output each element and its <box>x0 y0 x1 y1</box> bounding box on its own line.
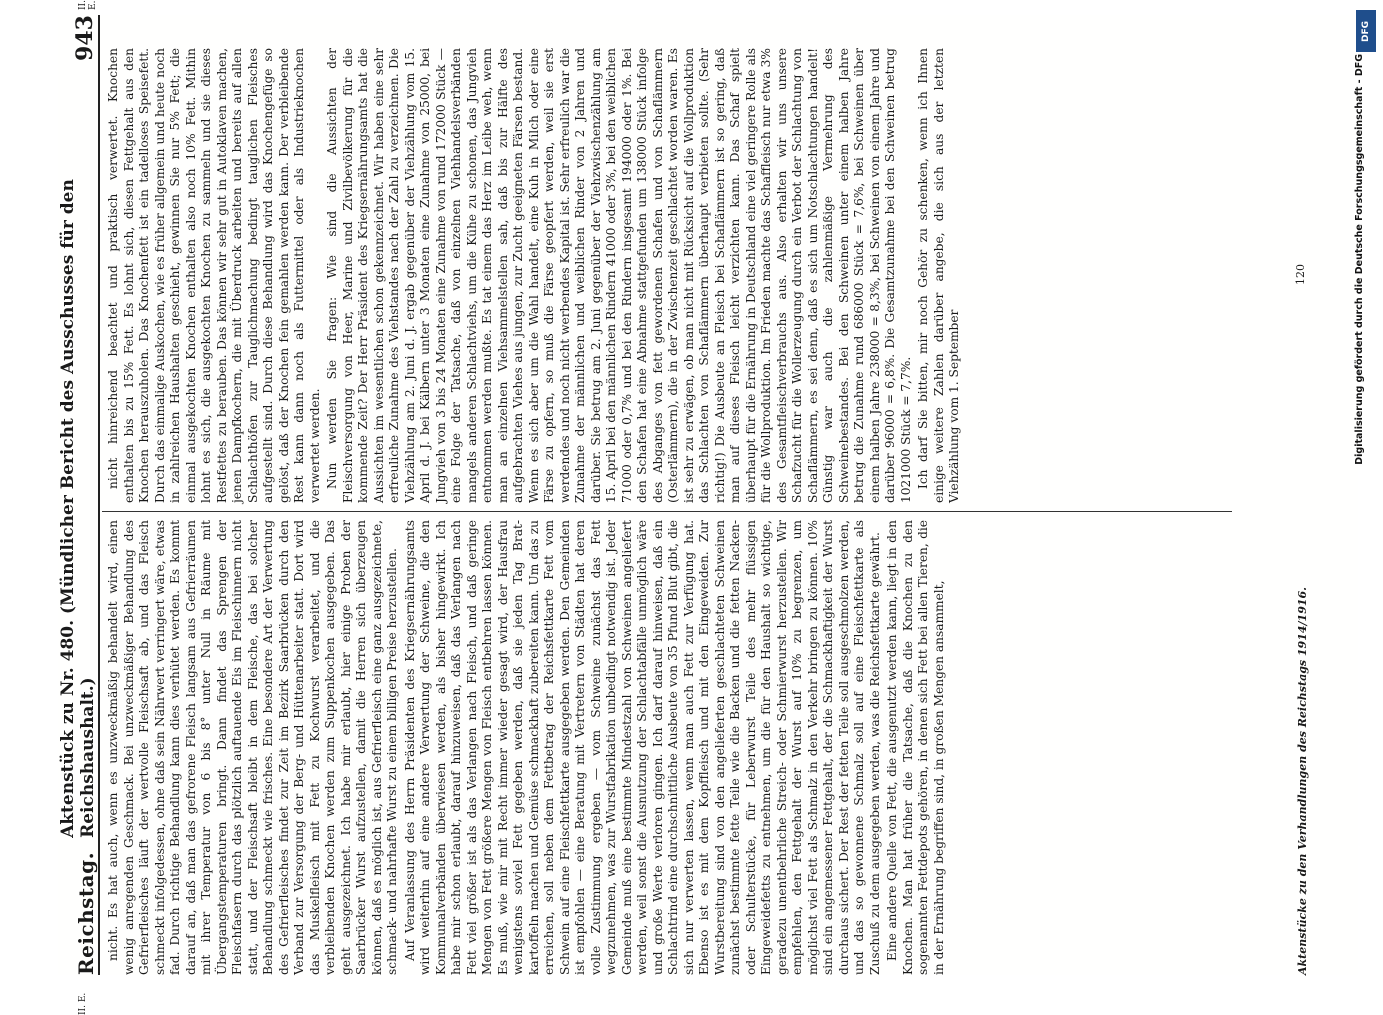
digitization-credit: Digitalisierung gefördert durch die Deutsche Forschungsgemeinschaft - DFG <box>1354 54 1365 465</box>
header-page-number: 943 <box>72 15 98 61</box>
right-paragraph-3: Ich darf Sie bitten, mir noch Gehör zu schenken, wenn ich Ihnen einige weitere Zahlen darüber angebe, die sich aus der letzten Viehzählung vom 1. September <box>916 48 961 503</box>
page-header <box>58 15 100 975</box>
digitization-sidebar <box>1354 6 1377 991</box>
column-divider <box>102 511 1232 512</box>
left-paragraph-3: Eine andere Quelle von Fett, die ausgenutzt werden kann, liegt in den Knochen. Man hat früher die Tatsache, daß die Knochen zu den sogenannten Fettdepots gehören, in denen sich Fett bei allen Tieren, die in der Ernährung begriffen sind, in großen Mengen ansammelt, <box>885 520 946 975</box>
right-paragraph-1: nicht hinreichend beachtet und praktisch verwertet. Knochen enthalten bis zu 15% Fett. Es lohnt sich, diesen Fettgehalt aus den Knochen herauszuholen. Das Knochenfett ist ein tadelloses Speisefett. Durch das einmalige Auskochen, wie es früher allgemein und heute noch in zahlreichen Haushalten geschieht, gewinnen Sie nur 5% Fett; die einmal ausgekochten Knochen enthalten also noch 10% Fett. Mithin lohnt es sich, die ausgekochten Knochen zu sammeln und sie dieses Restfettes zu berauben. Das können wir sehr gut in Autoklaven machen, jenen Dampfkochern, die mit Überdruck arbeiten und bereits auf allen Schlachthöfen zur Tauglichmachung bedingt tauglichen Fleisches aufgestellt sind. Durch diese Behandlung wird das Knochengefüge so gelöst, daß der Knochen fein gemahlen werden kann. Der verbleibende Rest kann dann noch als Futtermittel oder als Industrieknochen verwertet werden. <box>106 48 322 503</box>
header-title: Aktenstück zu Nr. 480. (Mündlicher Bericht des Ausschusses für den Reichshaushalt.) <box>58 179 98 838</box>
page-footer: Aktenstücke zu den Verhandlungen des Reichstags 1914/1916. <box>1296 587 1309 975</box>
left-column <box>106 520 949 975</box>
tag-left: II. E. <box>78 992 88 1015</box>
left-paragraph-1: nicht. Es hat auch, wenn es unzweckmäßig behandelt wird, einen wenig anregenden Geschmack. Bei unzweckmäßiger Behandlung des Gefrierfleisches läuft der wertvolle Fleischsaft ab, und das Fleisch schmeckt infolgedessen, ohne daß sein Nährwert verringert wäre, etwas fad. Durch richtige Behandlung kann dies verhütet werden. Es kommt darauf an, daß man das gefrorene Fleisch langsam aus Gefrierräumen mit ihrer Temperatur von 6 bis 8° unter Null in Räume mit Übergangstemperaturen bringt. Dann findet das Sprengen der Fleischfasern durch das plötzlich auftauende Eis im Fleischinnern nicht statt, und der Fleischsaft bleibt in dem Fleische, das bei solcher Behandlung schmeckt wie frisches. Eine besondere Art der Verwertung des Gefrierfleisches findet zur Zeit im Bezirk Saarbrücken durch den Verband zur Versorgung der Berg- und Hüttenarbeiter statt. Dort wird das Muskelfleisch mit Fett zu Kochwurst verarbeitet, und die verbleibenden Knochen werden zum Suppenkochen ausgegeben. Das geht ausgezeichnet. Ich habe mir erlaubt, hier einige Proben der Saarbrücker Wurst aufzustellen, damit die Herren sich überzeugen können, daß es möglich ist, aus Gefrierfleisch eine ganz ausgezeichnete, schmack- und nahrhafte Wurst zu einem billigen Preise herzustellen. <box>106 520 399 975</box>
right-paragraph-2: Nun werden Sie fragen: Wie sind die Aussichten der Fleischversorgung von Heer, Marine und Zivilbevölkerung für die kommende Zeit? Der Herr Präsident des Kriegsernährungsamts hat die Aussichten im wesentlichen schon gekennzeichnet. Wir haben eine sehr erfreuliche Zunahme des Viehstandes nach der Zahl zu verzeichnen. Die Viehzählung am 2. Juni d. J. ergab gegenüber der Viehzählung vom 15. April d. J. bei Kälbern unter 3 Monaten eine Zunahme von 25000, bei Jungvieh von 3 bis 24 Monaten eine Zunahme von rund 172000 Stück — eine Folge der Tatsache, daß von einzelnen Viehhandelsverbänden mangels anderen Schlachtviehs, um die Kühe zu schonen, das Jungvieh entnommen werden mußte. Es tat einem das Herz im Leibe weh, wenn man an einzelnen Viehsammelstellen sah, daß bis zur Hälfte des aufgebrachten Viehes aus jungen, zur Zucht geeigneten Färsen bestand. Wenn es sich aber um die Wahl handelt, eine Kuh in Milch oder eine Färse zu opfern, so muß die Färse geopfert werden, weil sie erst werdendes und noch nicht werbendes Kapital ist. Sehr erfreulich war die Zunahme der männlichen und weiblichen Rinder von 2 Jahren und darüber. Sie betrug am 2. Juni gegenüber der Viehzwischenzählung am 15. April bei den männlichen Rindern 41000 oder 3%, bei den weiblichen 71000 oder 0,7% und bei den Rindern insgesamt 194000 oder 1%. Bei den Schafen hat eine Abnahme stattgefunden um 138000 Stück infolge des Abganges von fett gewordenen Schafen und von Schaflämmern (Osterlämmern), die in der Zwischenzeit geschlachtet worden waren. Es ist sehr zu erwägen, ob man nicht mit Rücksicht auf die Wollproduktion das Schlachten von Schaflämmern überhaupt verbieten sollte. (Sehr richtig!) Die Ausbeute an Fleisch bei Schaflämmern ist so gering, daß man auf dieses Fleisch leicht verzichten kann. Das Schaf spielt überhaupt für die Ernährung in Deutschland eine viel geringere Rolle als für die Wollproduktion. Im Frieden machte das Schaffleisch nur etwa 3% des Gesamtfleischverbrauchs aus. Also erhalten wir uns unsere Schafzucht für die Wollerzeugung durch ein Verbot der Schlachtung von Schaflämmern, es sei denn, daß es sich um Notschlachtungen handelt! Günstig war auch die zahlenmäßige Vermehrung des Schweinebestandes. Bei den Schweinen unter einem halben Jahre betrug die Zunahme rund 686000 Stück = 7,6%, bei Schweinen über einem halben Jahre 238000 = 8,3%, bei Schweinen von einem Jahre und darüber 96000 = 6,8%. Die Gesamtzunahme bei den Schweinen betrug 1021000 Stück = 7,7%. <box>325 48 913 503</box>
left-paragraph-2: Auf Veranlassung des Herrn Präsidenten des Kriegsernährungsamts wird weiterhin auf eine andere Verwertung der Schweine, die den Kommunalverbänden überwiesen werden, als bisher hingewirkt. Ich habe mir schon erlaubt, darauf hinzuweisen, daß das Verlangen nach Fett viel größer ist als das Verlangen nach Fleisch, und daß geringe Mengen von Fett größere Mengen von Fleisch entbehren lassen können. Es muß, wie mir mit Recht immer wieder gesagt wird, der Hausfrau wenigstens soviel Fett gegeben werden, daß sie jeden Tag Brat- kartoffeln machen und Gemüse schmackhaft zubereiten kann. Um das zu erreichen, soll neben dem Fettbetrag der Reichsfettkarte Fett vom Schwein auf eine Fleischfettkarte ausgegeben werden. Den Gemeinden ist empfohlen — eine Beratung mit Vertretern von Städten hat deren volle Zustimmung ergeben — vom Schweine zunächst das Fett wegzunehmen, was zur Wurstfabrikation unbedingt notwendig ist. Jeder Gemeinde muß eine bestimmte Mindestzahl von Schweinen angeliefert werden, weil sonst die Ausnutzung der Schlachtabfälle unmöglich wäre und große Werte verloren gingen. Ich darf darauf hinweisen, daß ein Schlachtrind eine durchschnittliche Ausbeute von 35 Pfund Blut gibt, die sich nur verwerten lassen, wenn man auch Fett zur Verfügung hat. Ebenso ist es mit dem Kopffleisch und mit den Eingeweiden. Zur Wurstbereitung sind von den angelieferten geschlachteten Schweinen zunächst bestimmte fette Teile wie die Backen und die fetten Nacken- oder Schulterstücke, für Leberwurst Teile des mehr flüssigen Eingeweidefetts zu entnehmen, um die für den Haushalt so wichtige, geradezu unentbehrliche Streich- oder Schmierwurst herzustellen. Wir empfehlen, den Fettgehalt der Wurst auf 10% zu begrenzen, um möglichst viel Fett als Schmalz in den Verkehr bringen zu können. 10% sind ein angemessener Fettgehalt, der die Schmackhaftigkeit der Wurst durchaus sichert. Der Rest der fetten Teile soll ausgeschmolzen werden, und das so gewonnene Schmalz soll auf eine Fleischfettkarte als Zuschuß zu dem ausgegeben werden, was die Reichsfettkarte gewährt. <box>402 520 882 975</box>
right-column <box>106 48 965 503</box>
tag-right: II. E. <box>78 0 98 10</box>
rotated-document-page <box>58 0 1358 1015</box>
footer-page-number: 120 <box>1294 264 1307 285</box>
dfg-logo: DFG <box>1356 10 1376 52</box>
header-reichstag: Reichstag. <box>74 851 98 975</box>
